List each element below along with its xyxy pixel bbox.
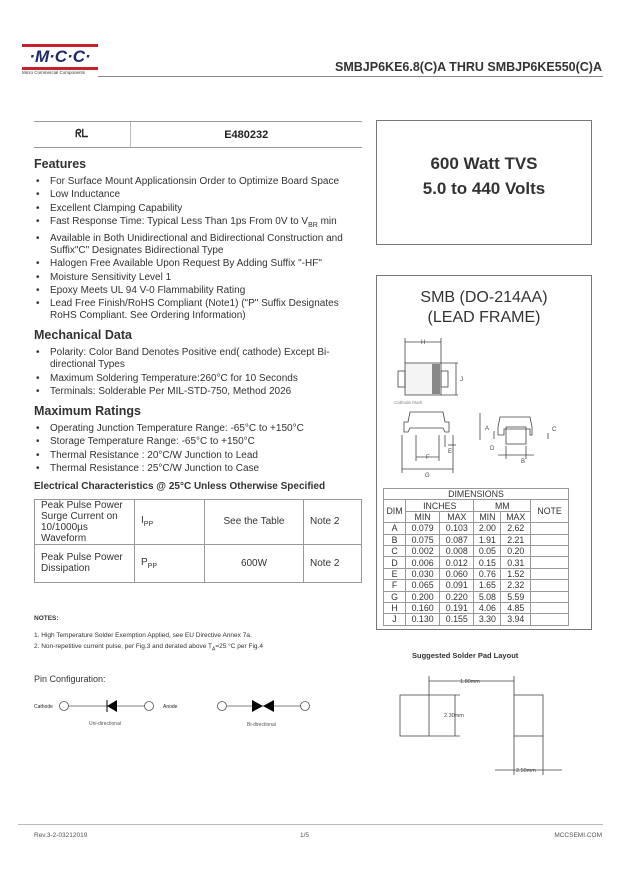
product-power: 600 Watt TVS (430, 154, 538, 173)
mm-header: MM (474, 500, 531, 511)
min-header: MIN (406, 511, 440, 522)
pad-height-label: 2.30mm (444, 713, 464, 719)
pin-diagram (55, 698, 315, 720)
dim-cell: B (384, 534, 406, 545)
dim-cell: 4.06 (474, 602, 501, 613)
table-row (35, 499, 362, 544)
max-header: MAX (501, 511, 531, 522)
dim-cell (531, 591, 569, 602)
table-row (384, 591, 569, 602)
table-row (384, 580, 569, 591)
product-voltage: 5.0 to 440 Volts (422, 179, 546, 198)
dim-cell: 2.21 (501, 534, 531, 545)
dim-cell: E (384, 568, 406, 579)
ul-certification-table (34, 121, 362, 148)
dim-cell: 3.94 (501, 614, 531, 625)
pin-config-heading: Pin Configuration: (34, 674, 106, 684)
solder-pad-left (400, 695, 429, 736)
feature-item: • Fast Response Time: Typical Less Than 1ps From 0V to $V_{BR}$ min (36, 216, 368, 232)
note-header: NOTE (531, 500, 569, 523)
dim-cell: 0.103 (440, 523, 474, 534)
dim-cell: 0.065 (406, 580, 440, 591)
diode-bi-icon (252, 700, 263, 712)
package-outline-drawing (390, 335, 570, 480)
dim-cell: G (384, 591, 406, 602)
svg-text:G: G (425, 473, 430, 479)
dim-cell: 1.52 (501, 568, 531, 579)
dim-cell: 0.31 (501, 557, 531, 568)
dim-cell: F (384, 580, 406, 591)
dimensions-table (383, 488, 569, 626)
dim-cell: 2.62 (501, 523, 531, 534)
inches-header: INCHES (406, 500, 474, 511)
svg-text:D: D (490, 446, 495, 452)
ul-file-number: E480232 (130, 122, 362, 148)
dim-cell: H (384, 602, 406, 613)
rating-item: • Operating Junction Temperature Range: -65°C to +150°C (36, 423, 368, 435)
table-row (35, 544, 362, 582)
header-rule (98, 76, 603, 77)
dim-cell: 0.087 (440, 534, 474, 545)
dim-label-h: H (421, 340, 426, 346)
product-summary-box (376, 120, 592, 245)
dim-cell: 1.91 (474, 534, 501, 545)
dim-cell: 0.05 (474, 545, 501, 556)
rating-item: • Thermal Resistance : 20°C/W Junction to Lead (36, 450, 368, 462)
dimensions-title: DIMENSIONS (384, 489, 569, 500)
cathode-mark-label: Cathode Mark (394, 400, 423, 405)
value-cell: See the Table (205, 499, 304, 544)
pad-width-label: 2.50mm (516, 768, 536, 774)
feature-item: • Excellent Clamping Capability (36, 203, 368, 215)
feature-item: • Moisture Sensitivity Level 1 (36, 272, 368, 284)
table-row (384, 614, 569, 625)
mechanical-list (36, 347, 368, 398)
revision: Rev.3-2-03212019 (34, 832, 88, 839)
table-row (384, 602, 569, 613)
dim-cell (531, 568, 569, 579)
feature-item: • Lead Free Finish/RoHS Compliant (Note1) ("P" Suffix Designates RoHS Compliant. See Ordering Information) (36, 298, 368, 322)
dim-cell: A (384, 523, 406, 534)
dim-cell (531, 580, 569, 591)
dim-header: DIM (384, 500, 406, 523)
svg-text:B: B (521, 459, 526, 465)
dim-cell: 0.130 (406, 614, 440, 625)
table-row (384, 557, 569, 568)
dim-cell: 0.075 (406, 534, 440, 545)
dim-cell: 3.30 (474, 614, 501, 625)
dim-cell: 0.200 (406, 591, 440, 602)
bi-directional-label: Bi-directional (247, 722, 276, 728)
dim-cell: 0.008 (440, 545, 474, 556)
dim-cell (531, 602, 569, 613)
package-type: (LEAD FRAME) (427, 309, 541, 326)
rating-item: • Storage Temperature Range: -65°C to +150°C (36, 436, 368, 448)
dim-cell (531, 614, 569, 625)
dim-cell: 4.85 (501, 602, 531, 613)
notes-heading: NOTES: (34, 615, 59, 622)
note-cell: Note 2 (304, 544, 362, 582)
svg-text:E: E (448, 449, 453, 455)
value-cell: 600W (205, 544, 304, 582)
table-row (384, 568, 569, 579)
electrical-table (34, 499, 362, 583)
mechanical-heading: Mechanical Data (34, 328, 132, 343)
dim-cell: 0.15 (474, 557, 501, 568)
dim-cell: 0.079 (406, 523, 440, 534)
feature-item: • Halogen Free Available Upon Request By Adding Suffix "-HF" (36, 258, 368, 270)
ratings-list (36, 423, 368, 475)
max-header: MAX (440, 511, 474, 522)
dim-cell (531, 534, 569, 545)
cathode-label: Cathode (34, 704, 53, 710)
mechanical-item: • Terminals: Solderable Per MIL-STD-750, Method 2026 (36, 386, 368, 398)
dim-cell: 0.091 (440, 580, 474, 591)
dim-cell: 0.20 (501, 545, 531, 556)
symbol-cell: $P_{PP}$ (135, 544, 205, 582)
document-title: SMBJP6KE6.8(C)A THRU SMBJP6KE550(C)A (335, 60, 602, 74)
note-cell: Note 2 (304, 499, 362, 544)
diode-uni-icon (107, 700, 117, 712)
svg-text:C: C (552, 427, 557, 433)
svg-text:F: F (426, 455, 430, 461)
solder-pad-right (514, 695, 543, 736)
feature-item: • Available in Both Unidirectional and Bidirectional Construction and Suffix"C" Designates Bidirectional Type (36, 233, 368, 257)
param-cell: Peak Pulse Power Dissipation (35, 544, 135, 582)
note-2: 2. Non-repetitive current pulse, per Fig.3 and derated above $T_A=25$ °C per Fig.4 (34, 643, 263, 653)
dim-label-j: J (460, 377, 463, 383)
solder-pad-title: Suggested Solder Pad Layout (412, 651, 519, 660)
param-cell: Peak Pulse Power Surge Current on 10/1000µs Waveform (35, 499, 135, 544)
uni-directional-label: Uni-directional (89, 721, 121, 727)
dim-cell: 0.060 (440, 568, 474, 579)
package-name: SMB (DO-214AA) (420, 289, 548, 306)
dim-cell: 0.006 (406, 557, 440, 568)
pad-spacing-label: 1.80mm (460, 679, 480, 685)
rating-item: • Thermal Resistance : 25°C/W Junction to Case (36, 463, 368, 475)
table-row (384, 534, 569, 545)
dim-cell: 1.65 (474, 580, 501, 591)
feature-item: • For Surface Mount Applicationsin Order to Optimize Board Space (36, 176, 368, 188)
feature-item: • Epoxy Meets UL 94 V-0 Flammability Rating (36, 285, 368, 297)
website: MCCSEMI.COM (554, 832, 602, 839)
mechanical-item: • Polarity: Color Band Denotes Positive end( cathode) Except Bi-directional Types (36, 347, 368, 371)
left-column (34, 156, 368, 583)
dim-cell: 5.08 (474, 591, 501, 602)
ratings-heading: Maximum Ratings (34, 403, 141, 418)
electrical-heading: Electrical Characteristics @ 25°C Unless Otherwise Specified (34, 480, 326, 492)
dim-cell: 0.220 (440, 591, 474, 602)
logo-text: ·M·C·C· (29, 47, 91, 66)
features-list (36, 176, 368, 322)
dim-cell: 2.32 (501, 580, 531, 591)
note-1: 1. High Temperature Solder Exemption Applied, see EU Directive Annex 7a. (34, 632, 252, 639)
solder-pad-drawing (390, 670, 570, 790)
mechanical-item: • Maximum Soldering Temperature:260°C for 10 Seconds (36, 373, 368, 385)
anode-label: Anode (163, 704, 178, 710)
dim-cell: 5.59 (501, 591, 531, 602)
table-row (384, 523, 569, 534)
dim-cell: 0.002 (406, 545, 440, 556)
dim-cell: 2.00 (474, 523, 501, 534)
dim-cell (531, 523, 569, 534)
ul-logo-icon: ᖇᒪ (34, 122, 130, 148)
features-heading: Features (34, 157, 87, 171)
dim-cell: 0.160 (406, 602, 440, 613)
dim-cell: 0.155 (440, 614, 474, 625)
dim-cell: 0.012 (440, 557, 474, 568)
logo-subtitle: Micro Commercial Components (22, 70, 86, 75)
mcc-logo (22, 44, 98, 75)
feature-item: • Low Inductance (36, 189, 368, 201)
footer-rule (18, 824, 603, 825)
table-row (384, 545, 569, 556)
dim-cell: C (384, 545, 406, 556)
dim-cell: J (384, 614, 406, 625)
min-header: MIN (474, 511, 501, 522)
dim-cell: D (384, 557, 406, 568)
svg-text:A: A (485, 426, 490, 432)
page-number: 1/5 (300, 832, 310, 839)
dim-cell: 0.191 (440, 602, 474, 613)
symbol-cell: $I_{PP}$ (135, 499, 205, 544)
dim-cell: 0.030 (406, 568, 440, 579)
dim-cell (531, 545, 569, 556)
dim-cell: 0.76 (474, 568, 501, 579)
dim-cell (531, 557, 569, 568)
